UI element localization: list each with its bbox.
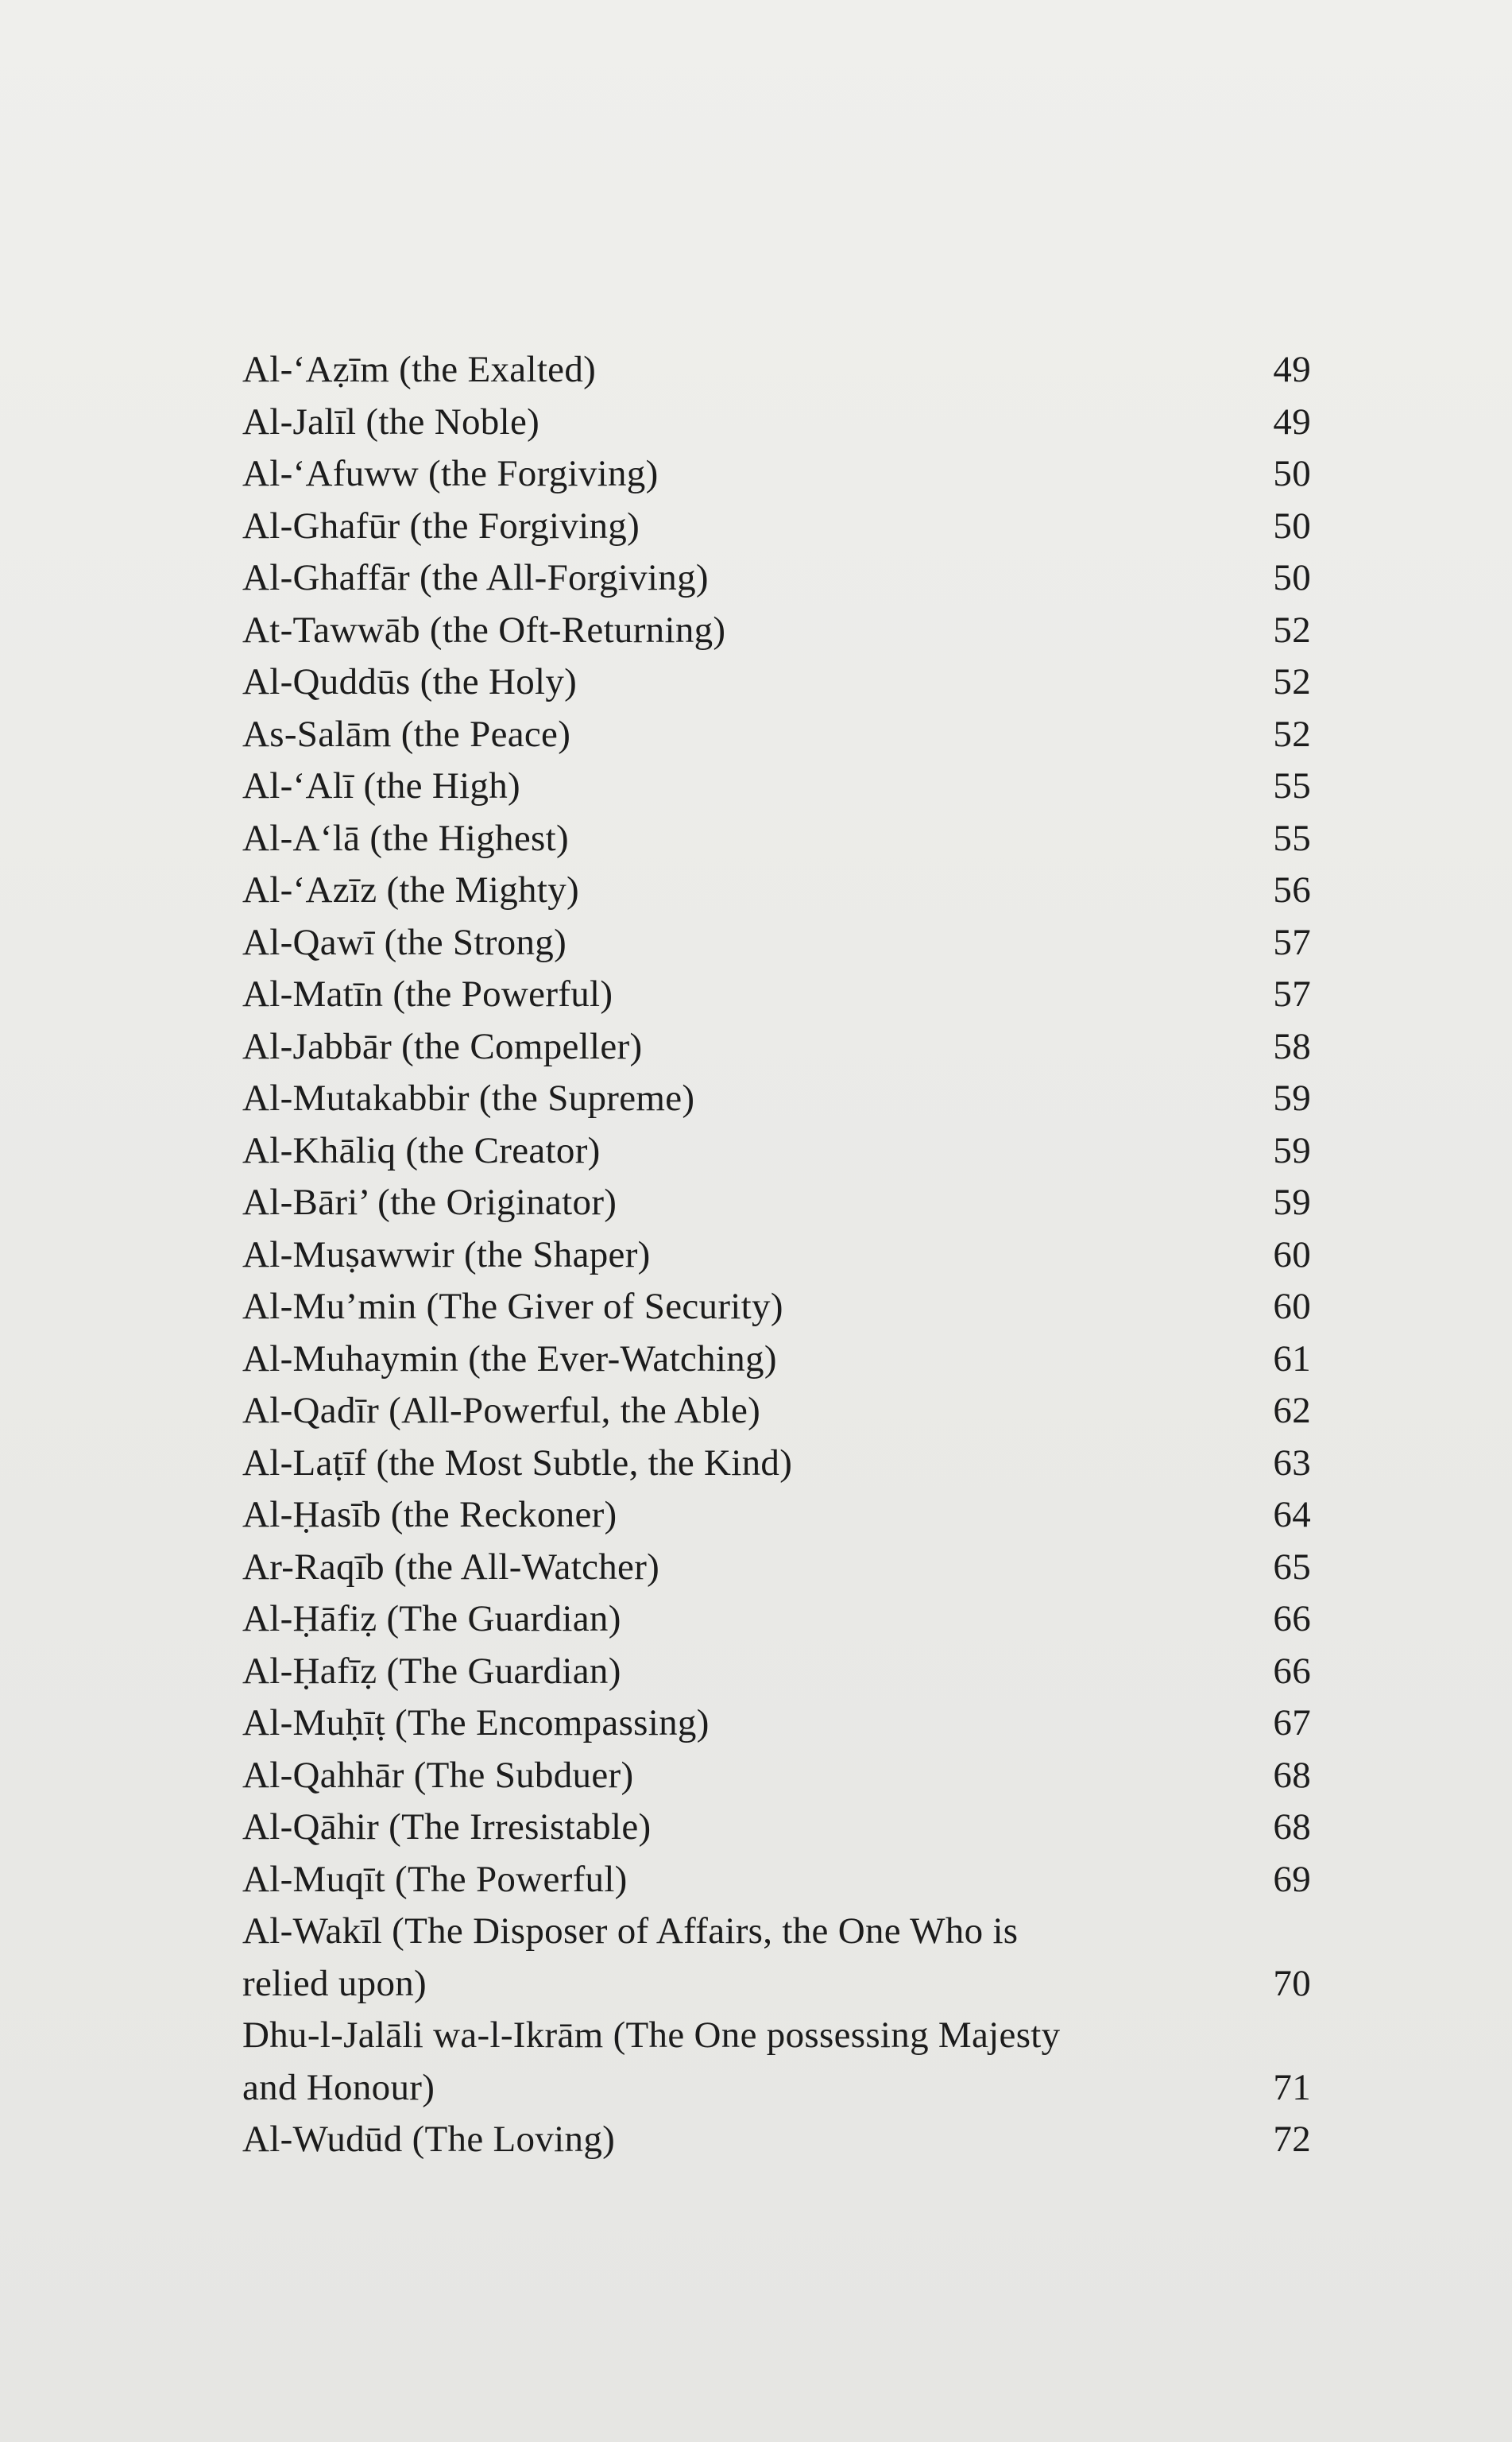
toc-entry [242,1438,1311,1490]
toc-entry-title [242,1906,1156,2010]
toc-entry-title: Al-Mu’min (The Giver of Security) [242,1286,783,1327]
toc-entry-page: 66 [1273,1598,1311,1639]
toc-entry [242,1802,1311,1854]
toc-entry-page: 68 [1273,1806,1311,1848]
toc-entry-title: Al-Ḥasīb (the Reckoner) [242,1494,617,1535]
toc-entry [242,813,1311,865]
toc-entry-title: Al-Qāhir (The Irresistable) [242,1806,652,1848]
toc-entry-page: 57 [1273,921,1311,963]
toc-entry-title: Al-Muṣawwir (the Shaper) [242,1233,651,1275]
toc-entry [242,917,1311,969]
toc-entry [242,1750,1311,1802]
toc-entry-title: Al-Wudūd (The Loving) [242,2119,616,2160]
toc-entry-page: 65 [1273,1546,1311,1588]
toc-entry [242,501,1311,553]
toc-entry-page: 50 [1273,505,1311,547]
toc-entry-title: Al-Quddūs (the Holy) [242,661,578,702]
toc-entry-page: 70 [1273,1962,1311,2004]
toc-entry-multiline [242,1906,1311,2010]
toc-entry [242,1073,1311,1125]
toc-entry [242,1593,1311,1646]
toc-entry [242,656,1311,709]
toc-entry-page: 56 [1273,869,1311,911]
toc-entry [242,1542,1311,1594]
toc-entry [242,1646,1311,1698]
toc-entry-page: 68 [1273,1754,1311,1796]
toc-entry-page: 59 [1273,1078,1311,1119]
toc-entry-page: 49 [1273,401,1311,443]
toc-entry-title: Al-Muqīt (The Powerful) [242,1858,628,1900]
toc-entry-title-line: Al-Wakīl (The Disposer of Affairs, the One Who is [242,1910,1019,1952]
toc-entry-title: Ar-Raqīb (the All-Watcher) [242,1546,660,1588]
toc-entry [242,2114,1311,2166]
toc-entry-title: Al-Qawī (the Strong) [242,921,567,963]
toc-entry [242,1333,1311,1386]
toc-entry [242,709,1311,761]
table-of-contents [242,344,1311,2166]
toc-entry-title: Al-Qadīr (All-Powerful, the Able) [242,1390,761,1431]
toc-entry-page: 66 [1273,1650,1311,1692]
toc-entry-page: 49 [1273,349,1311,390]
toc-entry-title: Al-Jabbār (the Compeller) [242,1025,643,1067]
toc-entry-title-line: and Honour) [242,2066,435,2108]
toc-entry-page: 63 [1273,1442,1311,1484]
toc-entry [242,1229,1311,1282]
toc-entry [242,397,1311,449]
toc-entry [242,1177,1311,1229]
toc-entry-title: Al-Laṭīf (the Most Subtle, the Kind) [242,1442,793,1484]
toc-entry-title: Al-‘Aẓīm (the Exalted) [242,349,597,390]
toc-entry [242,605,1311,657]
toc-entry [242,1021,1311,1074]
toc-entry-page: 52 [1273,609,1311,651]
toc-entry-multiline [242,2010,1311,2114]
toc-entry-title: Al-Khāliq (the Creator) [242,1129,601,1171]
toc-entry-title: Al-Ḥafīẓ (The Guardian) [242,1650,621,1692]
toc-entry-title: Al-Ghafūr (the Forgiving) [242,505,640,547]
toc-entry-title: Al-Qahhār (The Subduer) [242,1754,634,1796]
toc-entry-title: Al-‘Afuww (the Forgiving) [242,453,659,494]
toc-entry-page: 72 [1273,2119,1311,2160]
toc-entry [242,552,1311,605]
toc-entry-page: 58 [1273,1025,1311,1067]
toc-entry-title: Al-Bāri’ (the Originator) [242,1182,617,1223]
toc-entry-page: 62 [1273,1390,1311,1431]
toc-entry-page: 59 [1273,1182,1311,1223]
toc-entry [242,1385,1311,1438]
toc-entry-page: 52 [1273,713,1311,755]
toc-entry-page: 52 [1273,661,1311,702]
toc-entry-page: 50 [1273,453,1311,494]
toc-entry-title: Al-Mutakabbir (the Supreme) [242,1078,695,1119]
toc-entry-page: 60 [1273,1233,1311,1275]
toc-entry [242,344,1311,397]
toc-entry-page: 64 [1273,1494,1311,1535]
toc-entry [242,760,1311,813]
toc-entry-page: 67 [1273,1702,1311,1743]
toc-entry-title: At-Tawwāb (the Oft-Returning) [242,609,726,651]
toc-entry-page: 55 [1273,817,1311,859]
toc-entry-page: 50 [1273,557,1311,598]
toc-entry-page: 61 [1273,1337,1311,1380]
toc-entry [242,1125,1311,1178]
toc-entry [242,1489,1311,1542]
toc-entry-page: 69 [1273,1858,1311,1900]
toc-entry [242,448,1311,501]
toc-entry-page: 57 [1273,973,1311,1015]
toc-entry-title-line: relied upon) [242,1962,427,2004]
toc-entry-title: Al-Ḥāfiẓ (The Guardian) [242,1598,621,1639]
toc-entry [242,1281,1311,1333]
toc-entry-title: Al-Muhaymin (the Ever-Watching) [242,1337,777,1380]
toc-entry-title: As-Salām (the Peace) [242,713,571,755]
toc-entry-title: Al-A‘lā (the Highest) [242,817,569,859]
toc-entry-title: Al-Ghaffār (the All-Forgiving) [242,557,709,598]
toc-entry [242,865,1311,917]
toc-entry-page: 55 [1273,765,1311,807]
toc-entry-page: 59 [1273,1129,1311,1171]
toc-entry-title: Al-‘Azīz (the Mighty) [242,869,579,911]
toc-entry-title: Al-Matīn (the Powerful) [242,973,613,1015]
toc-entry-title: Al-‘Alī (the High) [242,765,520,807]
toc-entry [242,969,1311,1021]
toc-entry [242,1854,1311,1906]
toc-entry-page: 60 [1273,1286,1311,1327]
toc-entry-title: Al-Jalīl (the Noble) [242,401,540,443]
toc-entry-title-line: Dhu-l-Jalāli wa-l-Ikrām (The One possessing Majesty [242,2014,1061,2056]
toc-entry-title: Al-Muḥīṭ (The Encompassing) [242,1702,710,1743]
toc-entry-title [242,2010,1156,2114]
toc-entry-page: 71 [1273,2066,1311,2108]
toc-entry [242,1697,1311,1750]
